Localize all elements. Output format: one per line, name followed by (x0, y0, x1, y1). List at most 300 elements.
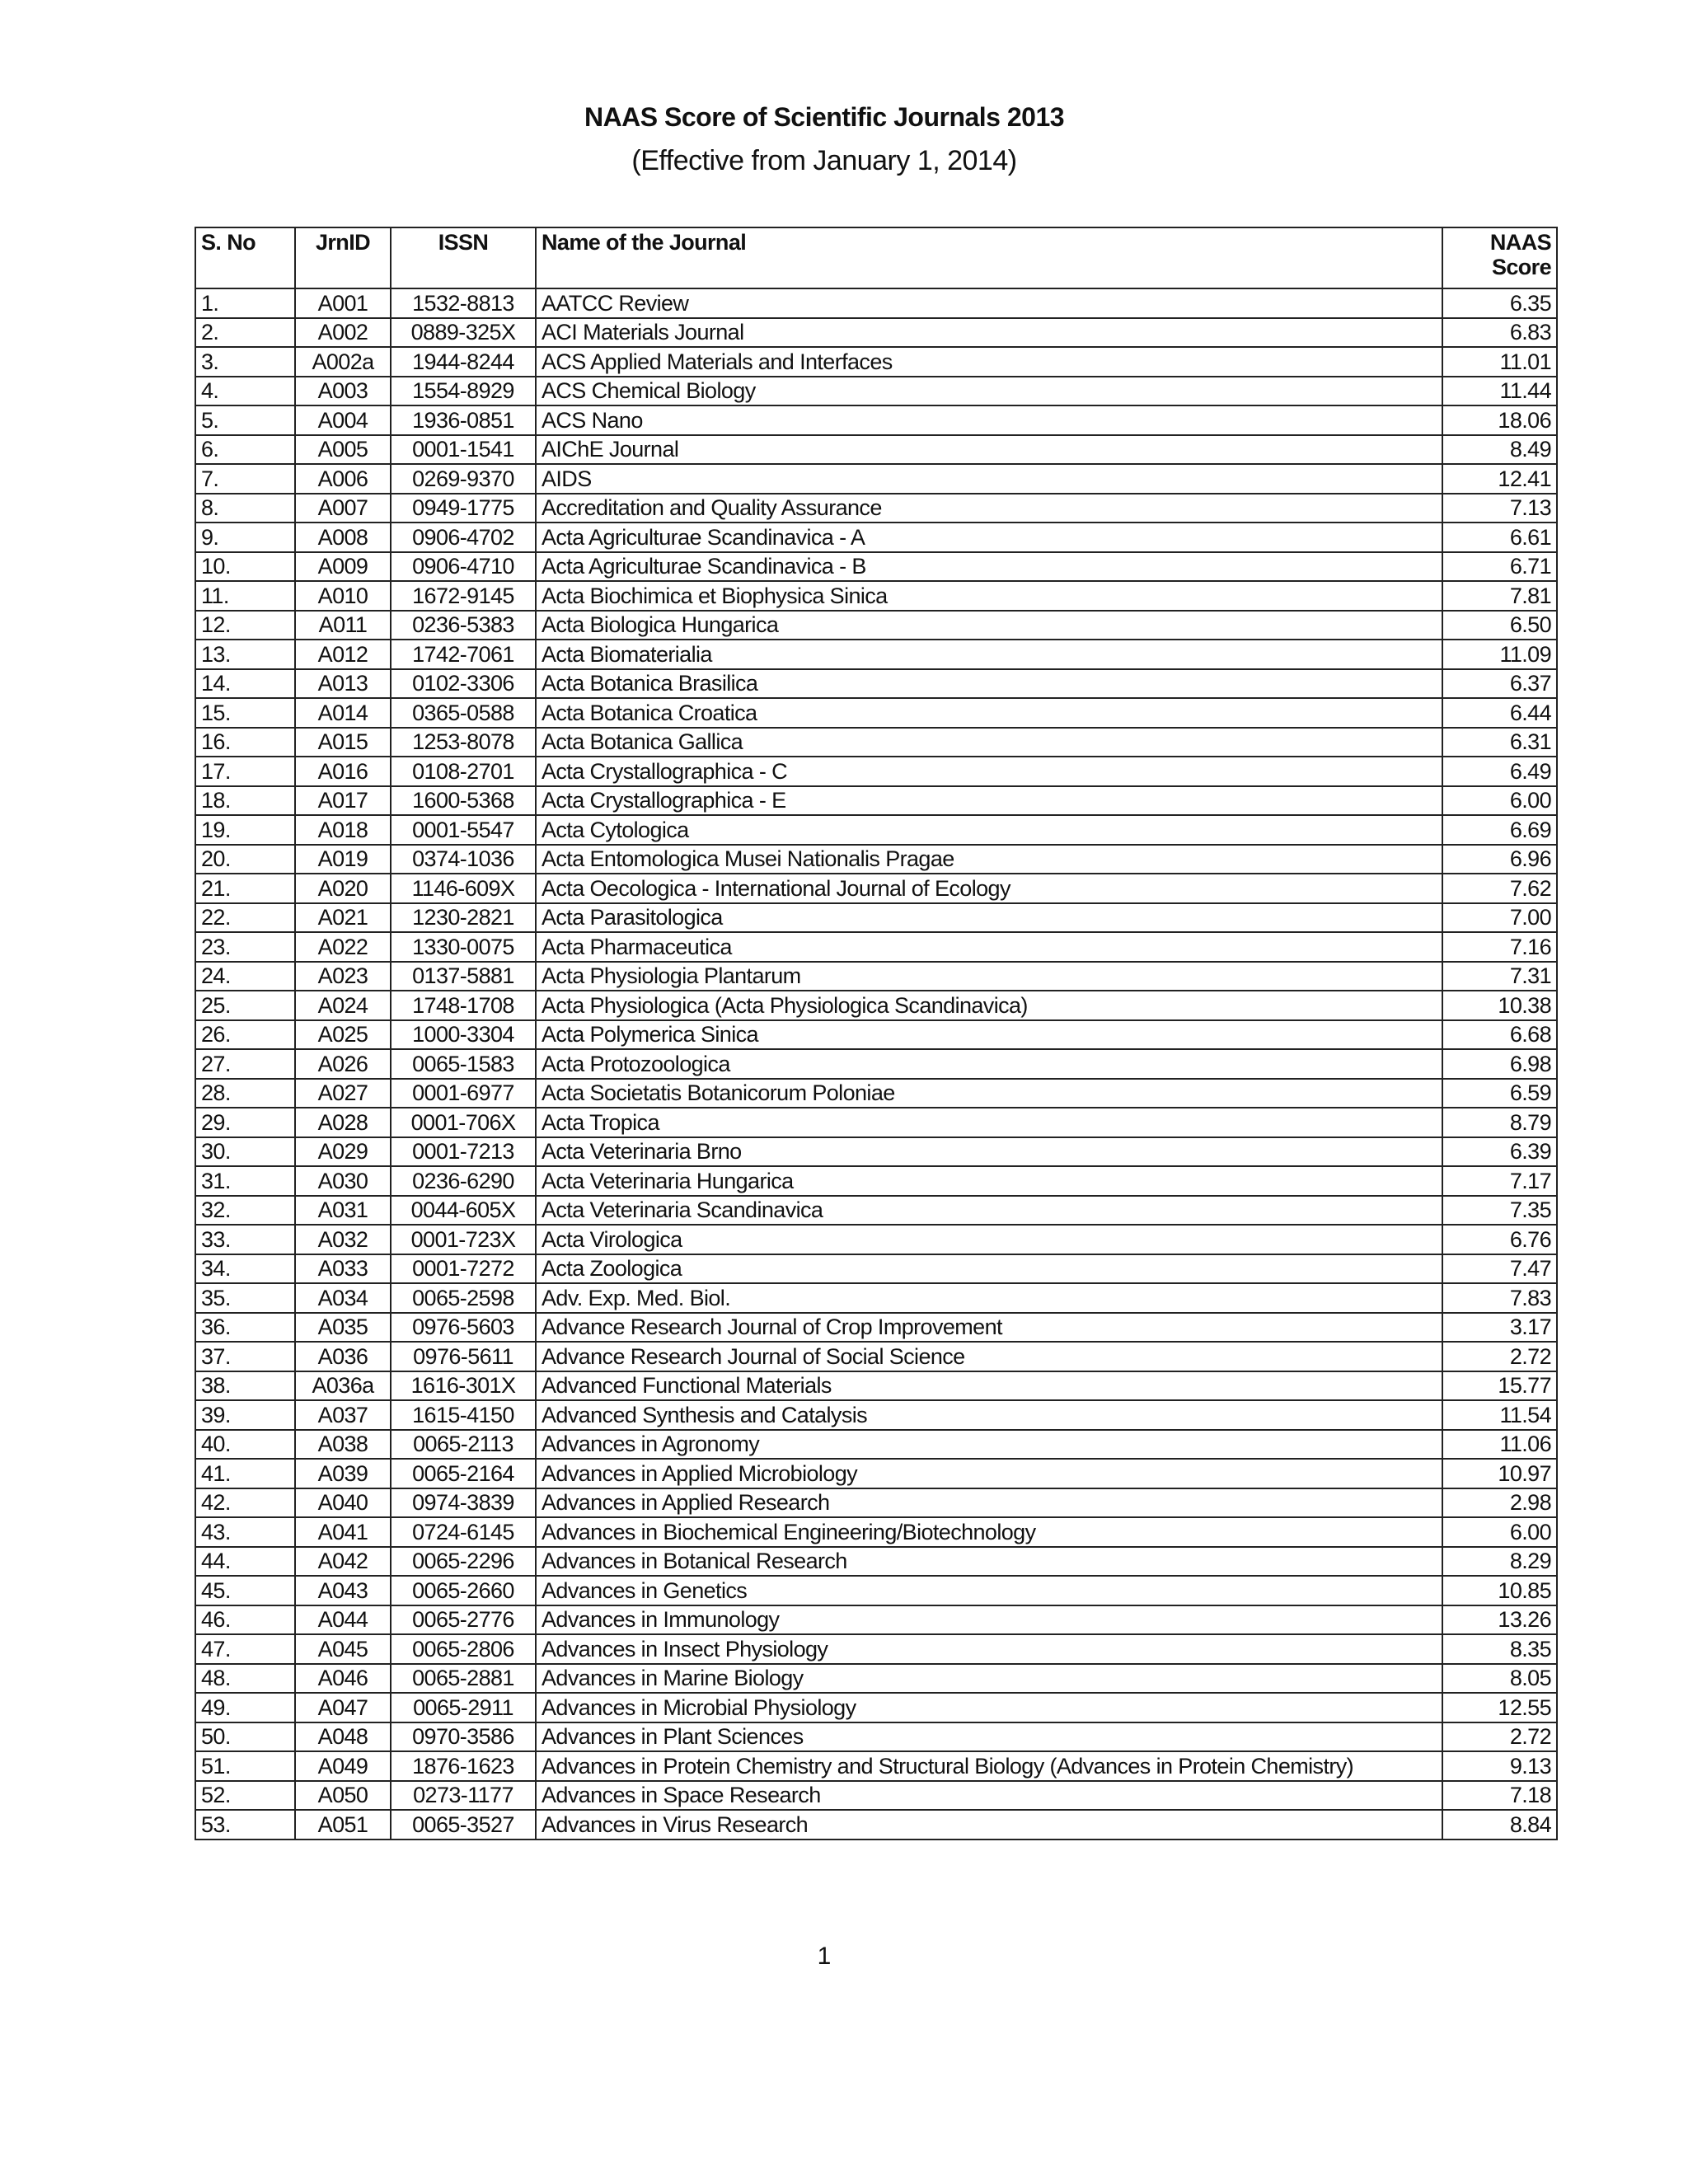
page-title: NAAS Score of Scientific Journals 2013 (584, 102, 1065, 132)
cell-issn: 0001-5547 (391, 815, 536, 845)
cell-journal-name: Advanced Functional Materials (536, 1371, 1442, 1401)
cell-issn: 0273-1177 (391, 1781, 536, 1811)
cell-naas-score: 10.97 (1442, 1459, 1557, 1488)
cell-issn: 0065-3527 (391, 1810, 536, 1840)
cell-issn: 0044-605X (391, 1196, 536, 1226)
cell-journal-name: Acta Crystallographica - E (536, 786, 1442, 816)
cell-sno: 45. (195, 1576, 295, 1605)
cell-sno: 14. (195, 669, 295, 699)
cell-sno: 36. (195, 1313, 295, 1343)
table-row (195, 494, 1557, 523)
cell-naas-score: 6.00 (1442, 786, 1557, 816)
cell-sno: 25. (195, 991, 295, 1020)
cell-journal-name: Acta Agriculturae Scandinavica - A (536, 523, 1442, 552)
cell-sno: 41. (195, 1459, 295, 1488)
header-score-line2: Score (1491, 255, 1551, 279)
cell-sno: 34. (195, 1254, 295, 1284)
cell-naas-score: 6.71 (1442, 552, 1557, 582)
table-row (195, 1576, 1557, 1605)
cell-jrnid: A045 (295, 1634, 391, 1664)
cell-jrnid: A015 (295, 728, 391, 757)
cell-journal-name: Acta Biomaterialia (536, 640, 1442, 669)
table-row (195, 1049, 1557, 1079)
table-row (195, 698, 1557, 728)
cell-naas-score: 6.76 (1442, 1225, 1557, 1254)
cell-issn: 0374-1036 (391, 845, 536, 874)
cell-journal-name: Advances in Applied Microbiology (536, 1459, 1442, 1488)
header-naas-score (1442, 227, 1557, 288)
table-row (195, 611, 1557, 640)
cell-jrnid: A005 (295, 435, 391, 465)
cell-sno: 37. (195, 1342, 295, 1371)
cell-sno: 9. (195, 523, 295, 552)
cell-journal-name: Acta Parasitologica (536, 903, 1442, 933)
cell-issn: 0065-2806 (391, 1634, 536, 1664)
cell-sno: 19. (195, 815, 295, 845)
cell-journal-name: Advance Research Journal of Social Science (536, 1342, 1442, 1371)
cell-journal-name: Advanced Synthesis and Catalysis (536, 1400, 1442, 1430)
cell-journal-name: Acta Veterinaria Hungarica (536, 1166, 1442, 1196)
cell-naas-score: 2.72 (1442, 1722, 1557, 1752)
cell-sno: 24. (195, 962, 295, 991)
cell-naas-score: 7.81 (1442, 581, 1557, 611)
cell-journal-name: Acta Pharmaceutica (536, 932, 1442, 962)
cell-naas-score: 7.13 (1442, 494, 1557, 523)
table-row (195, 1664, 1557, 1694)
header-jrnid: JrnID (295, 227, 391, 288)
cell-issn: 1532-8813 (391, 288, 536, 318)
cell-naas-score: 6.44 (1442, 698, 1557, 728)
cell-jrnid: A049 (295, 1751, 391, 1781)
cell-naas-score: 10.85 (1442, 1576, 1557, 1605)
cell-sno: 15. (195, 698, 295, 728)
cell-sno: 35. (195, 1283, 295, 1313)
cell-sno: 38. (195, 1371, 295, 1401)
cell-journal-name: Adv. Exp. Med. Biol. (536, 1283, 1442, 1313)
cell-journal-name: Acta Veterinaria Scandinavica (536, 1196, 1442, 1226)
cell-issn: 0001-706X (391, 1108, 536, 1137)
cell-jrnid: A002 (295, 318, 391, 348)
cell-journal-name: AIDS (536, 464, 1442, 494)
cell-issn: 0889-325X (391, 318, 536, 348)
cell-sno: 32. (195, 1196, 295, 1226)
header-journal-name: Name of the Journal (536, 227, 1442, 288)
cell-jrnid: A016 (295, 757, 391, 786)
table-row (195, 1342, 1557, 1371)
cell-journal-name: Acta Crystallographica - C (536, 757, 1442, 786)
cell-naas-score: 6.50 (1442, 611, 1557, 640)
cell-issn: 0970-3586 (391, 1722, 536, 1752)
page-number: 1 (817, 1943, 832, 1970)
cell-sno: 4. (195, 377, 295, 406)
cell-journal-name: Acta Oecologica - International Journal of Ecology (536, 874, 1442, 903)
cell-jrnid: A026 (295, 1049, 391, 1079)
table-row (195, 288, 1557, 318)
cell-jrnid: A011 (295, 611, 391, 640)
cell-issn: 0906-4702 (391, 523, 536, 552)
cell-issn: 0365-0588 (391, 698, 536, 728)
header-row (195, 227, 1557, 288)
cell-naas-score: 6.69 (1442, 815, 1557, 845)
cell-journal-name: Advances in Biochemical Engineering/Biotechnology (536, 1517, 1442, 1547)
cell-naas-score: 2.72 (1442, 1342, 1557, 1371)
cell-journal-name: Advances in Virus Research (536, 1810, 1442, 1840)
cell-naas-score: 2.98 (1442, 1488, 1557, 1518)
cell-naas-score: 8.84 (1442, 1810, 1557, 1840)
cell-jrnid: A035 (295, 1313, 391, 1343)
table-row (195, 318, 1557, 348)
cell-jrnid: A031 (295, 1196, 391, 1226)
table-row (195, 1547, 1557, 1577)
table-row (195, 1254, 1557, 1284)
cell-issn: 1944-8244 (391, 347, 536, 377)
cell-sno: 43. (195, 1517, 295, 1547)
cell-journal-name: Advances in Applied Research (536, 1488, 1442, 1518)
cell-journal-name: AIChE Journal (536, 435, 1442, 465)
cell-naas-score: 12.55 (1442, 1693, 1557, 1722)
cell-sno: 1. (195, 288, 295, 318)
cell-issn: 1253-8078 (391, 728, 536, 757)
table-row (195, 523, 1557, 552)
cell-journal-name: Acta Botanica Croatica (536, 698, 1442, 728)
table-row (195, 845, 1557, 874)
cell-issn: 0065-2776 (391, 1605, 536, 1635)
table-row (195, 1430, 1557, 1460)
table-row (195, 728, 1557, 757)
cell-jrnid: A010 (295, 581, 391, 611)
cell-journal-name: ACI Materials Journal (536, 318, 1442, 348)
table-row (195, 991, 1557, 1020)
cell-journal-name: ACS Nano (536, 405, 1442, 435)
cell-sno: 46. (195, 1605, 295, 1635)
cell-issn: 1554-8929 (391, 377, 536, 406)
cell-naas-score: 7.47 (1442, 1254, 1557, 1284)
header-sno: S. No (195, 227, 295, 288)
cell-issn: 0108-2701 (391, 757, 536, 786)
cell-issn: 0001-1541 (391, 435, 536, 465)
cell-jrnid: A021 (295, 903, 391, 933)
cell-jrnid: A003 (295, 377, 391, 406)
table-row (195, 640, 1557, 669)
cell-jrnid: A027 (295, 1079, 391, 1108)
cell-issn: 0001-723X (391, 1225, 536, 1254)
cell-naas-score: 11.06 (1442, 1430, 1557, 1460)
cell-journal-name: Advances in Plant Sciences (536, 1722, 1442, 1752)
cell-sno: 50. (195, 1722, 295, 1752)
table-row (195, 815, 1557, 845)
cell-sno: 28. (195, 1079, 295, 1108)
cell-jrnid: A001 (295, 288, 391, 318)
cell-issn: 0065-2660 (391, 1576, 536, 1605)
cell-jrnid: A034 (295, 1283, 391, 1313)
cell-naas-score: 11.09 (1442, 640, 1557, 669)
table-row (195, 1751, 1557, 1781)
cell-journal-name: Advances in Microbial Physiology (536, 1693, 1442, 1722)
cell-issn: 0102-3306 (391, 669, 536, 699)
cell-issn: 0269-9370 (391, 464, 536, 494)
cell-naas-score: 8.79 (1442, 1108, 1557, 1137)
cell-jrnid: A019 (295, 845, 391, 874)
journals-table (195, 227, 1558, 1840)
cell-sno: 16. (195, 728, 295, 757)
cell-jrnid: A036a (295, 1371, 391, 1401)
journals-table-container (195, 227, 1551, 1840)
cell-journal-name: Acta Virologica (536, 1225, 1442, 1254)
cell-issn: 1748-1708 (391, 991, 536, 1020)
cell-journal-name: ACS Applied Materials and Interfaces (536, 347, 1442, 377)
cell-journal-name: Acta Veterinaria Brno (536, 1137, 1442, 1167)
table-row (195, 962, 1557, 991)
cell-sno: 18. (195, 786, 295, 816)
cell-issn: 1672-9145 (391, 581, 536, 611)
cell-jrnid: A040 (295, 1488, 391, 1518)
cell-jrnid: A051 (295, 1810, 391, 1840)
cell-sno: 30. (195, 1137, 295, 1167)
cell-sno: 27. (195, 1049, 295, 1079)
cell-sno: 17. (195, 757, 295, 786)
cell-issn: 0065-2911 (391, 1693, 536, 1722)
cell-naas-score: 11.54 (1442, 1400, 1557, 1430)
cell-sno: 29. (195, 1108, 295, 1137)
cell-jrnid: A020 (295, 874, 391, 903)
cell-sno: 42. (195, 1488, 295, 1518)
header-score-line1: NAAS (1489, 230, 1551, 255)
table-body (195, 288, 1557, 1840)
cell-sno: 6. (195, 435, 295, 465)
table-row (195, 903, 1557, 933)
table-row (195, 669, 1557, 699)
table-row (195, 1634, 1557, 1664)
cell-jrnid: A032 (295, 1225, 391, 1254)
cell-naas-score: 7.62 (1442, 874, 1557, 903)
cell-issn: 0724-6145 (391, 1517, 536, 1547)
cell-jrnid: A043 (295, 1576, 391, 1605)
cell-jrnid: A022 (295, 932, 391, 962)
cell-jrnid: A014 (295, 698, 391, 728)
cell-journal-name: Acta Agriculturae Scandinavica - B (536, 552, 1442, 582)
cell-jrnid: A046 (295, 1664, 391, 1694)
cell-jrnid: A030 (295, 1166, 391, 1196)
cell-naas-score: 10.38 (1442, 991, 1557, 1020)
cell-journal-name: Advances in Genetics (536, 1576, 1442, 1605)
cell-journal-name: Acta Botanica Gallica (536, 728, 1442, 757)
cell-jrnid: A017 (295, 786, 391, 816)
cell-journal-name: ACS Chemical Biology (536, 377, 1442, 406)
cell-journal-name: Acta Zoologica (536, 1254, 1442, 1284)
cell-naas-score: 7.35 (1442, 1196, 1557, 1226)
cell-jrnid: A047 (295, 1693, 391, 1722)
cell-journal-name: Advances in Space Research (536, 1781, 1442, 1811)
cell-issn: 1600-5368 (391, 786, 536, 816)
table-row (195, 435, 1557, 465)
cell-issn: 0065-2113 (391, 1430, 536, 1460)
cell-issn: 0001-6977 (391, 1079, 536, 1108)
table-row (195, 1371, 1557, 1401)
cell-issn: 0001-7272 (391, 1254, 536, 1284)
cell-naas-score: 8.29 (1442, 1547, 1557, 1577)
cell-naas-score: 6.59 (1442, 1079, 1557, 1108)
cell-journal-name: Advances in Marine Biology (536, 1664, 1442, 1694)
cell-journal-name: Advances in Botanical Research (536, 1547, 1442, 1577)
cell-naas-score: 18.06 (1442, 405, 1557, 435)
table-row (195, 1313, 1557, 1343)
cell-sno: 5. (195, 405, 295, 435)
table-row (195, 377, 1557, 406)
cell-jrnid: A002a (295, 347, 391, 377)
cell-sno: 48. (195, 1664, 295, 1694)
cell-sno: 23. (195, 932, 295, 962)
cell-naas-score: 8.35 (1442, 1634, 1557, 1664)
cell-jrnid: A009 (295, 552, 391, 582)
cell-journal-name: Acta Tropica (536, 1108, 1442, 1137)
table-row (195, 932, 1557, 962)
cell-naas-score: 6.61 (1442, 523, 1557, 552)
cell-sno: 26. (195, 1020, 295, 1050)
cell-sno: 52. (195, 1781, 295, 1811)
cell-issn: 1000-3304 (391, 1020, 536, 1050)
cell-jrnid: A042 (295, 1547, 391, 1577)
cell-issn: 0906-4710 (391, 552, 536, 582)
cell-naas-score: 11.01 (1442, 347, 1557, 377)
table-row (195, 757, 1557, 786)
cell-naas-score: 6.35 (1442, 288, 1557, 318)
cell-journal-name: Acta Physiologica (Acta Physiologica Scandinavica) (536, 991, 1442, 1020)
cell-sno: 21. (195, 874, 295, 903)
cell-sno: 8. (195, 494, 295, 523)
table-row (195, 552, 1557, 582)
cell-naas-score: 3.17 (1442, 1313, 1557, 1343)
cell-naas-score: 8.05 (1442, 1664, 1557, 1694)
cell-journal-name: Advances in Immunology (536, 1605, 1442, 1635)
cell-issn: 0065-1583 (391, 1049, 536, 1079)
table-row (195, 1196, 1557, 1226)
cell-sno: 53. (195, 1810, 295, 1840)
cell-naas-score: 7.16 (1442, 932, 1557, 962)
cell-sno: 7. (195, 464, 295, 494)
cell-sno: 40. (195, 1430, 295, 1460)
cell-journal-name: Advances in Agronomy (536, 1430, 1442, 1460)
table-row (195, 464, 1557, 494)
cell-issn: 1742-7061 (391, 640, 536, 669)
cell-sno: 31. (195, 1166, 295, 1196)
page-subtitle: (Effective from January 1, 2014) (631, 145, 1017, 176)
cell-issn: 0065-2164 (391, 1459, 536, 1488)
cell-issn: 0001-7213 (391, 1137, 536, 1167)
cell-sno: 51. (195, 1751, 295, 1781)
table-row (195, 1225, 1557, 1254)
cell-naas-score: 15.77 (1442, 1371, 1557, 1401)
cell-naas-score: 6.68 (1442, 1020, 1557, 1050)
cell-issn: 1616-301X (391, 1371, 536, 1401)
cell-naas-score: 6.31 (1442, 728, 1557, 757)
cell-issn: 0236-5383 (391, 611, 536, 640)
cell-jrnid: A033 (295, 1254, 391, 1284)
cell-issn: 1146-609X (391, 874, 536, 903)
cell-jrnid: A018 (295, 815, 391, 845)
cell-naas-score: 6.98 (1442, 1049, 1557, 1079)
cell-sno: 12. (195, 611, 295, 640)
cell-jrnid: A029 (295, 1137, 391, 1167)
table-row (195, 1517, 1557, 1547)
cell-jrnid: A041 (295, 1517, 391, 1547)
cell-jrnid: A044 (295, 1605, 391, 1635)
cell-journal-name: Advances in Insect Physiology (536, 1634, 1442, 1664)
cell-jrnid: A039 (295, 1459, 391, 1488)
cell-sno: 3. (195, 347, 295, 377)
cell-naas-score: 6.49 (1442, 757, 1557, 786)
table-row (195, 347, 1557, 377)
cell-issn: 0976-5603 (391, 1313, 536, 1343)
table-row (195, 581, 1557, 611)
cell-jrnid: A048 (295, 1722, 391, 1752)
cell-jrnid: A025 (295, 1020, 391, 1050)
header-issn: ISSN (391, 227, 536, 288)
table-row (195, 1137, 1557, 1167)
cell-jrnid: A036 (295, 1342, 391, 1371)
cell-journal-name: AATCC Review (536, 288, 1442, 318)
cell-naas-score: 6.83 (1442, 318, 1557, 348)
table-header (195, 227, 1557, 288)
cell-journal-name: Acta Entomologica Musei Nationalis Pragae (536, 845, 1442, 874)
table-row (195, 1693, 1557, 1722)
cell-journal-name: Acta Biochimica et Biophysica Sinica (536, 581, 1442, 611)
cell-issn: 1615-4150 (391, 1400, 536, 1430)
cell-naas-score: 7.00 (1442, 903, 1557, 933)
cell-issn: 0236-6290 (391, 1166, 536, 1196)
cell-issn: 1330-0075 (391, 932, 536, 962)
cell-jrnid: A023 (295, 962, 391, 991)
cell-jrnid: A012 (295, 640, 391, 669)
cell-naas-score: 13.26 (1442, 1605, 1557, 1635)
table-row (195, 1400, 1557, 1430)
table-row (195, 1722, 1557, 1752)
table-row (195, 405, 1557, 435)
cell-issn: 0065-2598 (391, 1283, 536, 1313)
cell-naas-score: 7.83 (1442, 1283, 1557, 1313)
cell-naas-score: 6.37 (1442, 669, 1557, 699)
cell-sno: 33. (195, 1225, 295, 1254)
table-row (195, 1488, 1557, 1518)
cell-jrnid: A050 (295, 1781, 391, 1811)
cell-issn: 0974-3839 (391, 1488, 536, 1518)
cell-journal-name: Acta Cytologica (536, 815, 1442, 845)
cell-jrnid: A007 (295, 494, 391, 523)
table-row (195, 874, 1557, 903)
cell-issn: 0065-2296 (391, 1547, 536, 1577)
cell-sno: 2. (195, 318, 295, 348)
cell-journal-name: Acta Botanica Brasilica (536, 669, 1442, 699)
table-row (195, 1605, 1557, 1635)
cell-journal-name: Accreditation and Quality Assurance (536, 494, 1442, 523)
cell-naas-score: 6.96 (1442, 845, 1557, 874)
cell-sno: 39. (195, 1400, 295, 1430)
cell-jrnid: A024 (295, 991, 391, 1020)
cell-jrnid: A037 (295, 1400, 391, 1430)
cell-issn: 1230-2821 (391, 903, 536, 933)
cell-naas-score: 6.00 (1442, 1517, 1557, 1547)
table-row (195, 786, 1557, 816)
cell-sno: 11. (195, 581, 295, 611)
cell-jrnid: A006 (295, 464, 391, 494)
cell-sno: 44. (195, 1547, 295, 1577)
table-row (195, 1108, 1557, 1137)
table-row (195, 1781, 1557, 1811)
cell-naas-score: 9.13 (1442, 1751, 1557, 1781)
cell-naas-score: 8.49 (1442, 435, 1557, 465)
cell-issn: 0976-5611 (391, 1342, 536, 1371)
cell-naas-score: 6.39 (1442, 1137, 1557, 1167)
table-row (195, 1020, 1557, 1050)
